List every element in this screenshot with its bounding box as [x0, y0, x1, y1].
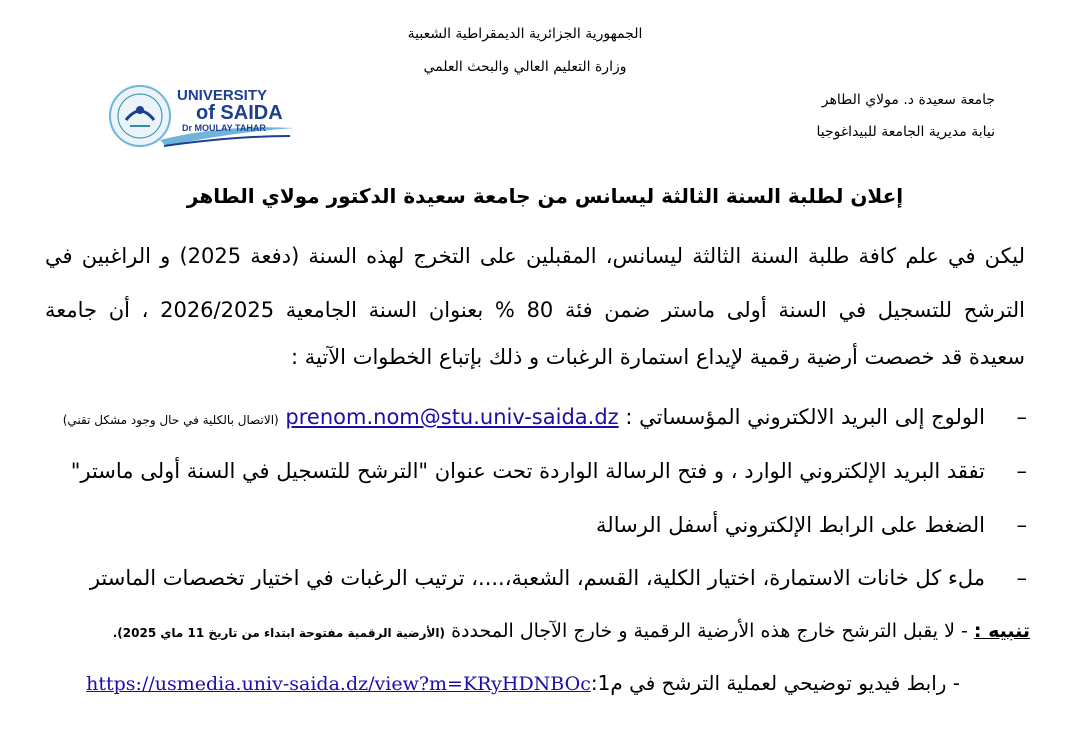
step-3 — [25, 513, 1027, 537]
step-dash: – — [1016, 459, 1027, 483]
video-text: - رابط فيديو توضيحي لعملية الترشح في م1: — [590, 671, 960, 695]
step-1 — [25, 405, 1027, 429]
warning-label: تنبيه : — [973, 620, 1030, 642]
logo-line3: Dr MOULAY TAHAR — [182, 123, 266, 133]
department-name: نيابة مديرية الجامعة للبيداغوجيا — [816, 124, 995, 140]
video-link[interactable]: https://usmedia.univ-saida.dz/view?m=KRyHDNBOc — [86, 673, 591, 695]
announcement-title: إعلان لطلبة السنة الثالثة ليسانس من جامعة سعيدة الدكتور مولاي الطاهر — [186, 184, 904, 208]
step-dash: – — [1016, 513, 1027, 537]
university-logo — [104, 80, 300, 154]
logo-line1: UNIVERSITY — [177, 87, 268, 104]
step-dash: – — [1016, 566, 1027, 590]
video-line — [86, 671, 960, 695]
step-1-note: (الاتصال بالكلية في حال وجود مشكل تقني) — [62, 413, 279, 427]
step-4 — [25, 566, 1027, 590]
logo-line2: of SAIDA — [196, 102, 283, 124]
step-dash: – — [1016, 405, 1027, 429]
intro-line-3: سعيدة قد خصصت أرضية رقمية لإيداع استمارة الرغبات و ذلك بإتباع الخطوات الآتية : — [291, 345, 1025, 369]
warning-text: - لا يقبل الترشح خارج هذه الأرضية الرقمية و خارج الآجال المحددة — [451, 620, 968, 642]
step-4-text: ملء كل خانات الاستمارة، اختيار الكلية، القسم، الشعبة،....، ترتيب الرغبات في اختيار تخصصات الماستر — [89, 566, 985, 590]
step-3-text: الضغط على الرابط الإلكتروني أسفل الرسالة — [596, 513, 985, 537]
republic-heading: الجمهورية الجزائرية الديمقراطية الشعبية — [407, 26, 643, 42]
university-name: جامعة سعيدة د. مولاي الطاهر — [821, 92, 995, 108]
ministry-heading: وزارة التعليم العالي والبحث العلمي — [423, 59, 627, 75]
step-1-text: الولوج إلى البريد الالكتروني المؤسساتي : — [625, 405, 985, 429]
warning — [40, 620, 1030, 642]
warning-note: (الأرضية الرقمية مفتوحة ابتداء من تاريخ 11 ماي 2025). — [112, 626, 446, 640]
intro-line-2: الترشح للتسجيل في السنة أولى ماستر ضمن فئة 80 % بعنوان السنة الجامعية 2026/2025 ، أن جامعة — [45, 298, 1025, 322]
step-2-text: تفقد البريد الإلكتروني الوارد ، و فتح الرسالة الواردة تحت عنوان "الترشح للتسجيل في السنة أولى ماستر" — [70, 459, 985, 483]
intro-line-1: ليكن في علم كافة طلبة السنة الثالثة ليسانس، المقبلين على التخرج لهذه السنة (دفعة 2025) و الراغبين في — [45, 244, 1025, 268]
step-2 — [25, 459, 1027, 483]
institutional-email-link[interactable]: prenom.nom@stu.univ-saida.dz — [285, 405, 619, 429]
